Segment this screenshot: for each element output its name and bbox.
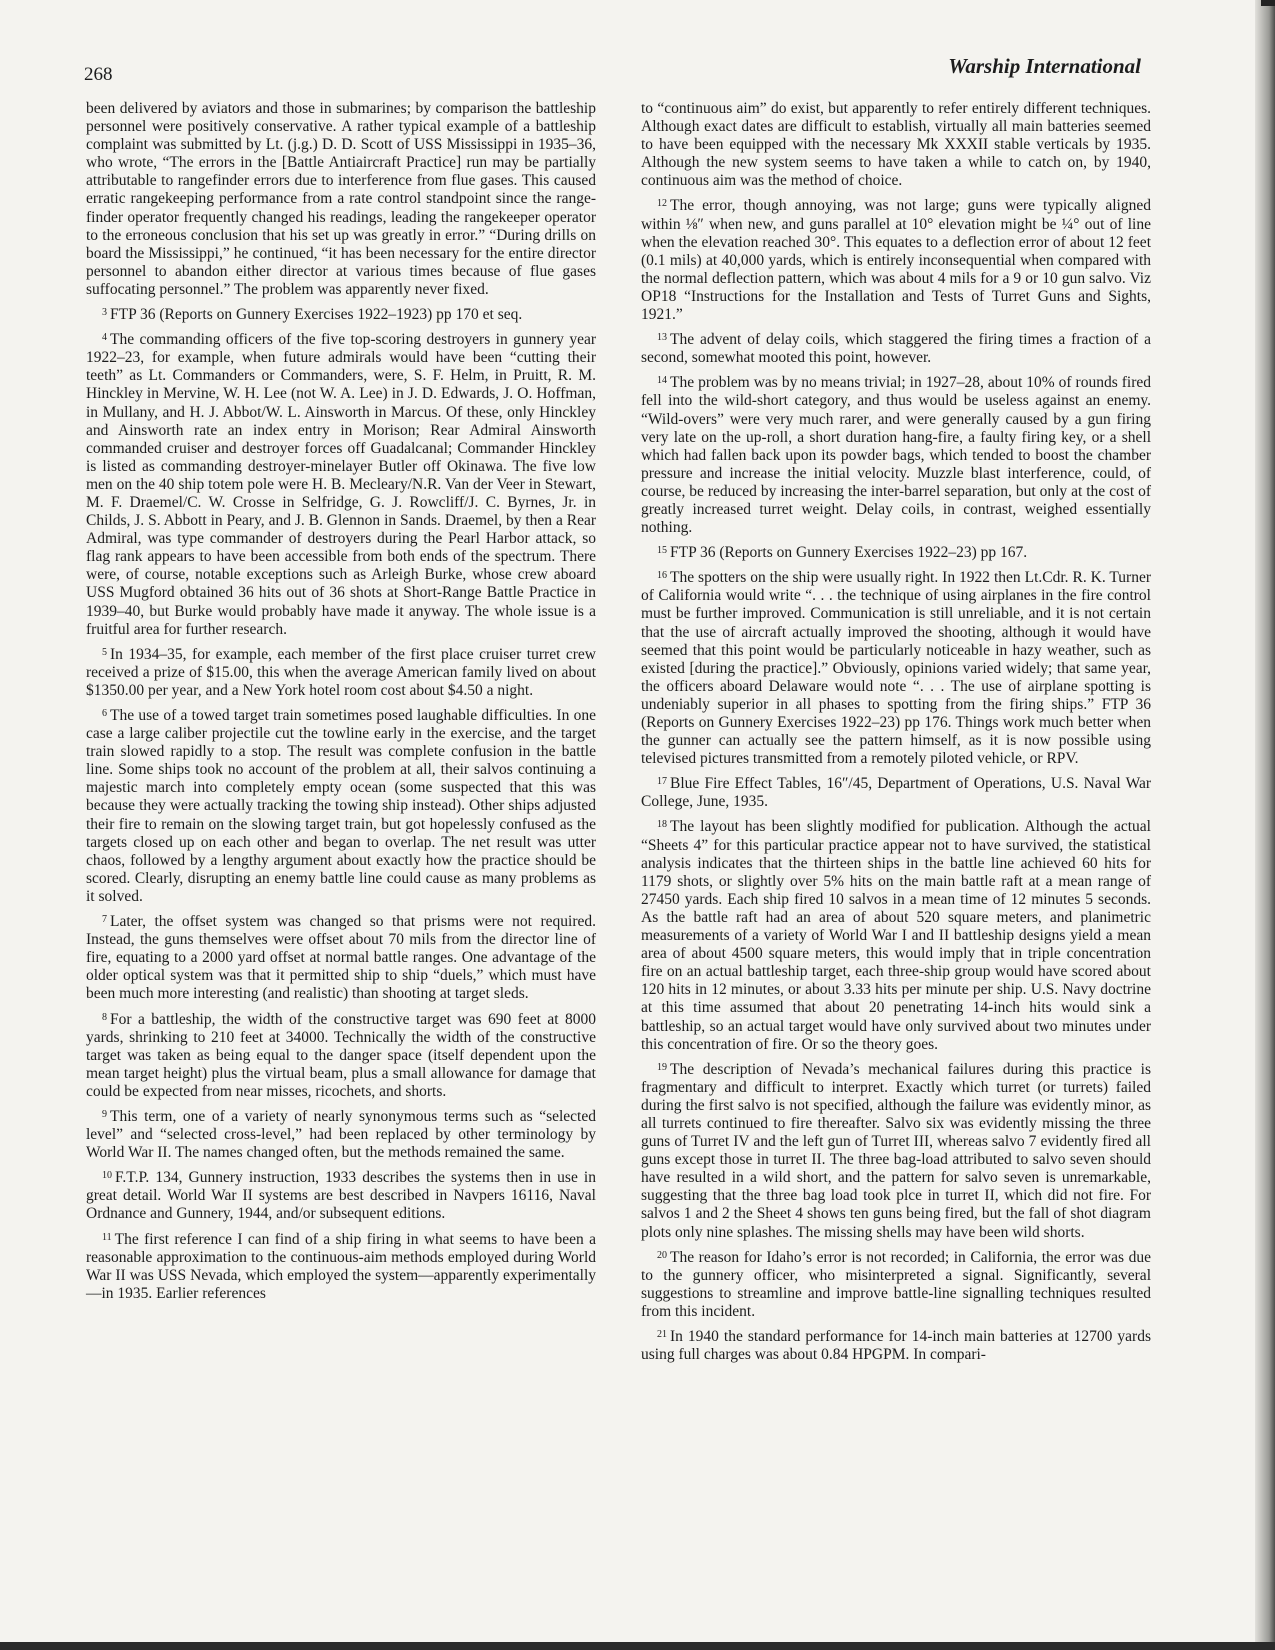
footnote-19 — [641, 1059, 1151, 1242]
footnote-text: F.T.P. 134, Gunnery instruction, 1933 describes the systems then in use in great detail. World War II systems are best described in Navpers 16116, Naval Ordnance and Gunnery, 1944, and/or subsequent editions. — [86, 1169, 596, 1223]
footnote-10 — [86, 1167, 596, 1223]
journal-title: Warship International — [948, 54, 1141, 78]
footnote-14 — [641, 372, 1151, 537]
paragraph-continued — [86, 100, 596, 299]
footnote-text: The description of Nevada’s mechanical failures during this practice is fragmentary and difficult to interpret. Exactly which turret (or turrets) failed during the first salvo is not specified, although the failure was evidently minor, as all turrets continued to fire thereafter. Salvo six was evidently missing the three guns of Turret IV and the left gun of Turret III, whereas salvo 7 evidently fired all guns except those in turret II. The three bag-load attributed to salvo seven should have resulted in a wild short, and the pattern for salvo seven is unremarkable, suggesting that the three bag load took plce in turret II, which did not fire. For salvos 1 and 2 the Sheet 4 shows ten guns being fired, but the fall of shot diagram plots only nine splashes. The missing shells may have been wild shorts. — [641, 1060, 1151, 1241]
footnote-marker: 21 — [657, 1329, 667, 1340]
footnote-text: In 1940 the standard performance for 14-inch main batteries at 12700 yards using full charges was about 0.84 HPGPM. In compari- — [641, 1328, 1151, 1364]
footnote-marker: 5 — [102, 646, 107, 658]
footnote-5 — [86, 644, 596, 700]
footnote-text: This term, one of a variety of nearly synonymous terms such as “selected level” and “selected cross-level,” had been replaced by other terminology by World War II. The names changed often, but the methods remained the same. — [86, 1107, 596, 1162]
footnote-text: The problem was by no means trivial; in 1927–28, about 10% of rounds fired fell into the wild-short category, and thus would be useless against an enemy. “Wild-overs” were very much rarer, and were generally caused by a gun firing very late on the up-roll, a short duration hang-fire, a faulty firing key, or a shell which had fallen back upon its powder bags, which tended to boost the chamber pressure and increase the initial velocity. Muzzle blast interference, could, of course, be reduced by increasing the inter-barrel separation, but only at the cost of greatly increased turret weight. Delay coils, in contrast, weighed essentially nothing. — [641, 374, 1151, 537]
footnote-marker: 14 — [657, 375, 667, 387]
footnote-text: The first reference I can find of a ship firing in what seems to have been a reasonable approximation to the continuous-aim methods employed during World War II was USS Nevada, which employed the system—apparently experimentally—in 1935. Earlier references — [86, 1230, 596, 1302]
footnote-marker: 3 — [102, 307, 107, 319]
scan-page-edge — [1255, 0, 1275, 1650]
footnote-12 — [641, 195, 1151, 324]
footnote-marker: 15 — [657, 545, 667, 557]
footnote-marker: 6 — [102, 708, 107, 719]
footnote-marker: 8 — [102, 1011, 107, 1023]
scan-bottom-edge — [0, 1642, 1275, 1650]
footnote-13 — [641, 329, 1151, 367]
paragraph-text: been delivered by aviators and those in submarines; by comparison the battleship personnel were positively conservative. A rather typical example of a battleship complaint was submitted by Lt. (j.g.) D. D. Scott of USS Mississippi in 1935–36, who wrote, “The errors in the [Battle Antiaircraft Practice] run may be partially attributable to rangefinder errors due to interference from flue gases. This caused erratic rangekeeping performance from a rate control standpoint since the range-finder operator frequently changed his readings, leading the rangekeeper operator to the erroneous conclusion that his set up was greatly in error.” “During drills on board the Mississippi,” he continued, “it has been necessary for the entire director personnel to abandon either director at various times because of flue gases suffocating personnel.” The problem was apparently never fixed. — [86, 100, 596, 298]
footnote-8 — [86, 1009, 596, 1101]
footnote-15 — [641, 542, 1151, 562]
left-column — [86, 100, 596, 1308]
footnote-9 — [86, 1106, 596, 1162]
footnote-21 — [641, 1326, 1151, 1364]
footnote-7 — [86, 911, 596, 1003]
footnote-marker: 9 — [102, 1108, 107, 1120]
page-number: 268 — [84, 64, 113, 85]
footnote-text: Blue Fire Effect Tables, 16″/45, Department of Operations, U.S. Naval War College, June, 1935. — [641, 775, 1151, 811]
footnote-text: The use of a towed target train sometimes posed laughable difficulties. In one case a large caliber projectile cut the towline early in the exercise, and the target train slowed rapidly to a stop. The result was complete confusion in the battle line. Some ships took no account of the problem at all, their salvos continuing a majestic march into completely empty ocean (some suspected that this was because they were actually tracking the towing ship instead). Other ships adjusted their fire to remain on the slowing target train, but got hopelessly confused as the targets closed up on each other and began to overlap. The net result was utter chaos, followed by a lengthy argument about exactly how the practice should be scored. Clearly, disrupting an enemy battle line could cause as many problems as it solved. — [86, 707, 596, 905]
footnote-marker: 10 — [102, 1170, 112, 1182]
footnote-18 — [641, 816, 1151, 1053]
footnote-3 — [86, 304, 596, 324]
footnote-text: The commanding officers of the five top-scoring destroyers in gunnery year 1922–23, for example, when future admirals would have been “cutting their teeth” as Lt. Commanders or Commanders, were, S. F. Helm, in Pruitt, R. M. Hinckley in Mervine, W. H. Lee (not W. A. Lee) in J. D. Edwards, J. O. Hoffman, in Mullany, and H. J. Abbot/W. L. Ainsworth in Marcus. Of these, only Hinckley and Ainsworth rate an index entry in Morison; Rear Admiral Ainsworth commanded cruiser and destroyer forces off Guadalcanal; Commander Hinckley is listed as commanding destroyer-minelayer Butler off Okinawa. The five low men on the 40 ship totem pole were H. B. Mecleary/N.R. Van der Veer in Stewart, M. F. Draemel/C. W. Crosse in Selfridge, G. J. Rowcliff/J. C. Byrnes, Jr. in Childs, J. S. Abbott in Peary, and J. B. Glennon in Sands. Draemel, by then a Rear Admiral, was type commander of destroyers during the Pearl Harbor attack, so flag rank appears to have been accessible from both ends of the spectrum. There were, of course, notable exceptions such as Arleigh Burke, whose crew aboard USS Mugford obtained 36 hits out of 36 shots at Short-Range Battle Practice in 1939–40, but Burke would probably have made it anyway. The whole issue is a fruitful area for further research. — [86, 331, 596, 638]
footnote-marker: 11 — [102, 1231, 112, 1243]
footnote-text: The advent of delay coils, which staggered the firing times a fraction of a second, somewhat mooted this point, however. — [641, 331, 1151, 367]
footnote-text: The error, though annoying, was not large; guns were typically aligned within ⅛″ when new, and guns parallel at 10° elevation might be ¼° out of line when the elevation reached 30°. This equates to a deflection error of about 12 feet (0.1 mils) at 40,000 yards, which is entirely inconsequential when compared with the normal deflection pattern, which was about 4 mils for a 9 or 10 gun salvo. Viz OP18 “Instructions for the Installation and Tests of Turret Guns and Sights, 1921.” — [641, 197, 1151, 324]
footnote-11 — [86, 1229, 596, 1303]
footnote-marker: 13 — [657, 332, 667, 344]
footnote-text: Later, the offset system was changed so that prisms were not required. Instead, the guns themselves were offset about 70 mils from the director line of fire, equating to a 2000 yard offset at normal battle ranges. One advantage of the older optical system was that it permitted ship to ship “duels,” which must have been much more interesting (and realistic) than shooting at target sleds. — [86, 913, 596, 1003]
footnote-marker: 12 — [657, 198, 667, 210]
footnote-marker: 19 — [657, 1061, 667, 1073]
right-column — [641, 100, 1151, 1369]
scan-edge-mark — [1261, 0, 1275, 6]
footnote-20 — [641, 1247, 1151, 1321]
footnote-text: FTP 36 (Reports on Gunnery Exercises 1922–23) pp 167. — [670, 544, 1028, 562]
footnote-marker: 18 — [657, 819, 667, 831]
footnote-16 — [641, 567, 1151, 768]
footnote-text: For a battleship, the width of the constructive target was 690 feet at 8000 yards, shrinking to 210 feet at 34000. Technically the width of the constructive target was taken as being equal to the danger space (itself dependent upon the mean target height) plus the virtual beam, plus a small allowance for damage that could be expected from near misses, ricochets, and shorts. — [86, 1010, 596, 1100]
footnote-6 — [86, 705, 596, 906]
paragraph-text: to “continuous aim” do exist, but apparently to refer entirely different techniques. Although exact dates are difficult to establish, virtually all main batteries seemed to have been equipped with the necessary Mk XXXII stable verticals by 1935. Although the new system seems to have taken a while to catch on, by 1940, continuous aim was the method of choice. — [641, 100, 1151, 190]
footnote-text: The reason for Idaho’s error is not recorded; in California, the error was due to the gunnery officer, who misinterpreted a signal. Significantly, several suggestions to streamline and improve battle-line signalling techniques resulted from this incident. — [641, 1248, 1151, 1320]
footnote-17 — [641, 773, 1151, 811]
footnote-marker: 4 — [102, 332, 107, 344]
footnote-text: FTP 36 (Reports on Gunnery Exercises 1922–1923) pp 170 et seq. — [110, 306, 523, 324]
footnote-11-continued — [641, 100, 1151, 190]
footnote-text: The spotters on the ship were usually right. In 1922 then Lt.Cdr. R. K. Turner of California would write “. . . the technique of using airplanes in the fire control must be further improved. Communication is still unreliable, and it is not certain that the use of aircraft actually improved the shooting, although it would have seemed that this point would be particularly noticeable in hazy weather, such as existed [during the practice].” Obviously, opinions varied widely; that same year, the officers aboard Delaware would note “. . . The use of airplane spotting is undeniably superior in all phases to spotting from the firing ships.” FTP 36 (Reports on Gunnery Exercises 1922–23) pp 176. Things work much better when the gunner can actually see the pattern himself, as it is now possible using televised pictures transmitted from a remotely piloted vehicle, or RPV. — [641, 569, 1151, 768]
footnote-marker: 20 — [657, 1249, 667, 1261]
footnote-text: In 1934–35, for example, each member of the first place cruiser turret crew received a prize of $15.00, this when the average American family lived on about $1350.00 per year, and a New York hotel room cost about $4.50 a night. — [86, 645, 596, 699]
footnote-marker: 7 — [102, 914, 107, 926]
footnote-marker: 16 — [657, 570, 667, 582]
footnote-text: The layout has been slightly modified for publication. Although the actual “Sheets 4” for this particular practice appear not to have survived, the statistical analysis indicates that the thirteen ships in the battle line achieved 60 hits for 1179 shots, or slightly over 5% hits on the main battle raft at a mean range of 27450 yards. Each ship fired 10 salvos in a mean time of 12 minutes 5 seconds. As the battle raft had an area of about 520 square meters, and planimetric measurements of a variety of World War I and II battleship designs yield a mean area of about 4500 square meters, this would imply that in triple concentration fire on an actual battleship target, each three-ship group would have scored about 120 hits in 12 minutes, or about 3.33 hits per minute per ship. U.S. Navy doctrine at this time assumed that about 20 penetrating 14-inch hits would sink a battleship, so an actual target would have only survived about two minutes under this concentration of fire. Or so the theory goes. — [641, 818, 1151, 1053]
footnote-4 — [86, 329, 596, 639]
footnote-marker: 17 — [657, 776, 667, 788]
